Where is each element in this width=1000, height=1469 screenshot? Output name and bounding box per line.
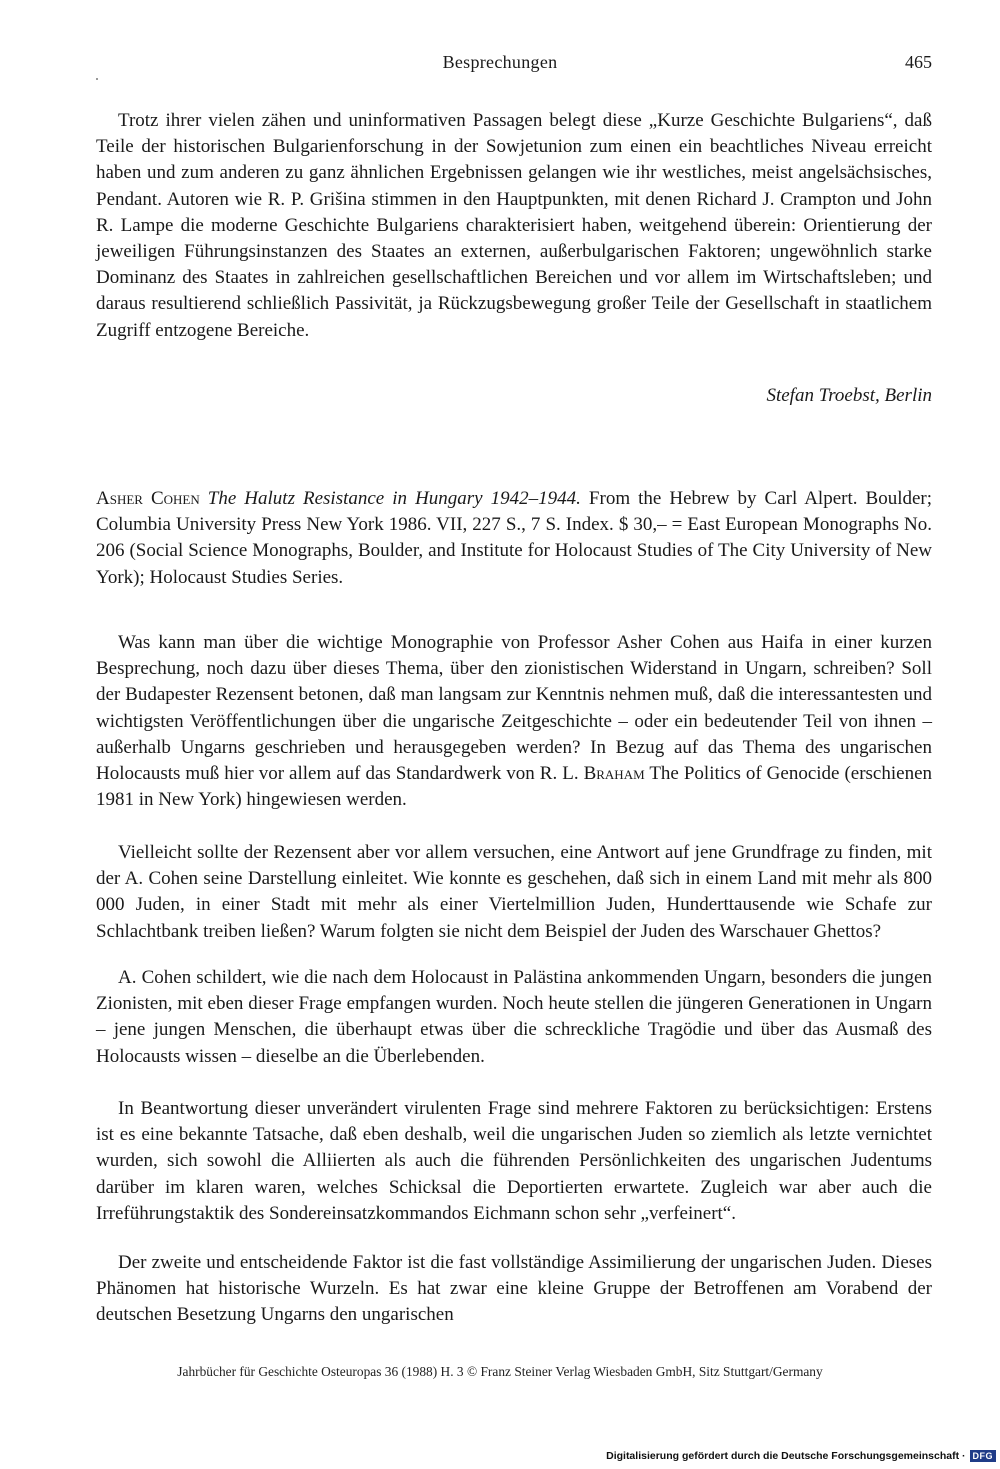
review1-signature: Stefan Troebst, Berlin [766,385,932,406]
page-number: 465 [905,52,932,72]
review2-paragraph-1 [96,630,932,813]
digitization-credit [606,1450,996,1462]
citation-title: The Halutz Resistance in Hungary 1942–1944. [207,488,581,509]
p1-text: Was kann man über die wichtige Monographie von Professor Asher Cohen aus Haifa in einer kurzen Besprechung, noch dazu über dieses Thema, über den zionistischen Widerstand in Ungarn, schreiben? Soll der Budapester Rezensent betonen, daß man langsam zur Kenntnis nehmen muß, daß die interessantesten und wichtigsten Veröffentlichungen über die ungarische Zeitgeschichte – oder ein bedeutender Teil von ihnen – außerhalb Ungarns geschrieben und herausgegeben werden? In Bezug auf das Thema des ungarischen Holocausts muß hier vor allem auf das Standardwerk von R. L. [96,632,932,785]
review2-citation [96,486,932,591]
journal-footer: Jahrbücher für Geschichte Osteuropas 36 (1988) H. 3 © Franz Steiner Verlag Wiesbaden GmbH, Sitz Stuttgart/Germany [177,1364,823,1379]
review1-paragraph: Trotz ihrer vielen zähen und uninformativen Passagen belegt diese „Kurze Geschichte Bulgariens“, daß Teile der historischen Bulgarienforschung in der Sowjetunion zum einen ein beachtliches Niveau erreicht haben und zum anderen zu ganz ähnlichen Ergebnissen gelangen wie ihr westliches, meist angelsächsisches, Pendant. Autoren wie R. P. Grišina stimmen in den Hauptpunkten, mit denen Richard J. Crampton und John R. Lampe die moderne Geschichte Bulgariens charakterisiert haben, weitgehend überein: Orientierung der jeweiligen Führungsinstanzen des Staates an externen, außerbulgarischen Faktoren; ungewöhnlich starke Dominanz des Staates in zahlreichen gesellschaftlichen Bereichen und vor allem im Wirtschaftsleben; und daraus resultierend schließlich Passivität, ja Rückzugsbewegung großer Teile der Gesellschaft in staatlichem Zugriff entzogene Bereiche. [96,110,932,341]
review2-paragraph-3: A. Cohen schildert, wie die nach dem Holocaust in Palästina ankommenden Ungarn, besonders die jungen Zionisten, mit eben dieser Frage empfangen wurden. Noch heute stellen die jüngeren Generationen in Ungarn – jene jungen Menschen, die überhaupt etwas über die schreckliche Tragödie und über das Ausmaß des Holocausts wissen – dieselbe an die Überlebenden. [96,967,932,1067]
digitization-text: Digitalisierung gefördert durch die Deutsche Forschungsgemeinschaft · [606,1450,966,1462]
dfg-logo: DFG [970,1450,997,1462]
citation-details: From the Hebrew by Carl Alpert. Boulder; Columbia University Press New York 1986. VII, 227 S., 7 S. Index. $ 30,– = East European Monographs No. 206 (Social Science Monographs, Boulder, and Institute for Holocaust Studies of The City University of New York); Holocaust Studies Series. [96,488,933,588]
running-header: Besprechungen [442,52,558,72]
p1-author-name: Braham [583,763,645,785]
review2-paragraph-5: Der zweite und entscheidende Faktor ist die fast vollständige Assimilierung der ungarischen Juden. Dieses Phänomen hat historische Wurzeln. Es hat zwar eine kleine Gruppe der Betroffenen am Vorabend der deutschen Besetzung Ungarns den ungarischen [96,1252,932,1326]
p1-text-end: The Politics of Genocide (erschienen 1981 in New York) hingewiesen werden. [96,763,933,811]
scan-speck [96,78,98,80]
review2-paragraph-2: Vielleicht sollte der Rezensent aber vor allem versuchen, eine Antwort auf jene Grundfrage zu finden, mit der A. Cohen seine Darstellung einleitet. Wie konnte es geschehen, daß sich in einem Land mit mehr als 800 000 Juden, in einer Stadt mit mehr als einer Viertelmillion Juden, Hunderttausende wie Schafe zur Schlachtbank treiben ließen? Warum folgten sie nicht dem Beispiel der Juden des Warschauer Ghettos? [96,842,932,942]
review2-paragraph-4: In Beantwortung dieser unverändert virulenten Frage sind mehrere Faktoren zu berücksichtigen: Erstens ist es eine bekannte Tatsache, daß eben deshalb, weil die ungarischen Juden so ziemlich als letzte vernichtet wurden, sich sowohl die Alliierten als auch die führenden Persönlichkeiten des ungarischen Judentums darüber im klaren waren, welches Schicksal die Deportierten erwartete. Zugleich war aber auch die Irreführungstaktik des Sondereinsatzkommandos Eichmann schon sehr „verfeinert“. [96,1098,932,1224]
citation-author: Asher Cohen [96,488,200,509]
